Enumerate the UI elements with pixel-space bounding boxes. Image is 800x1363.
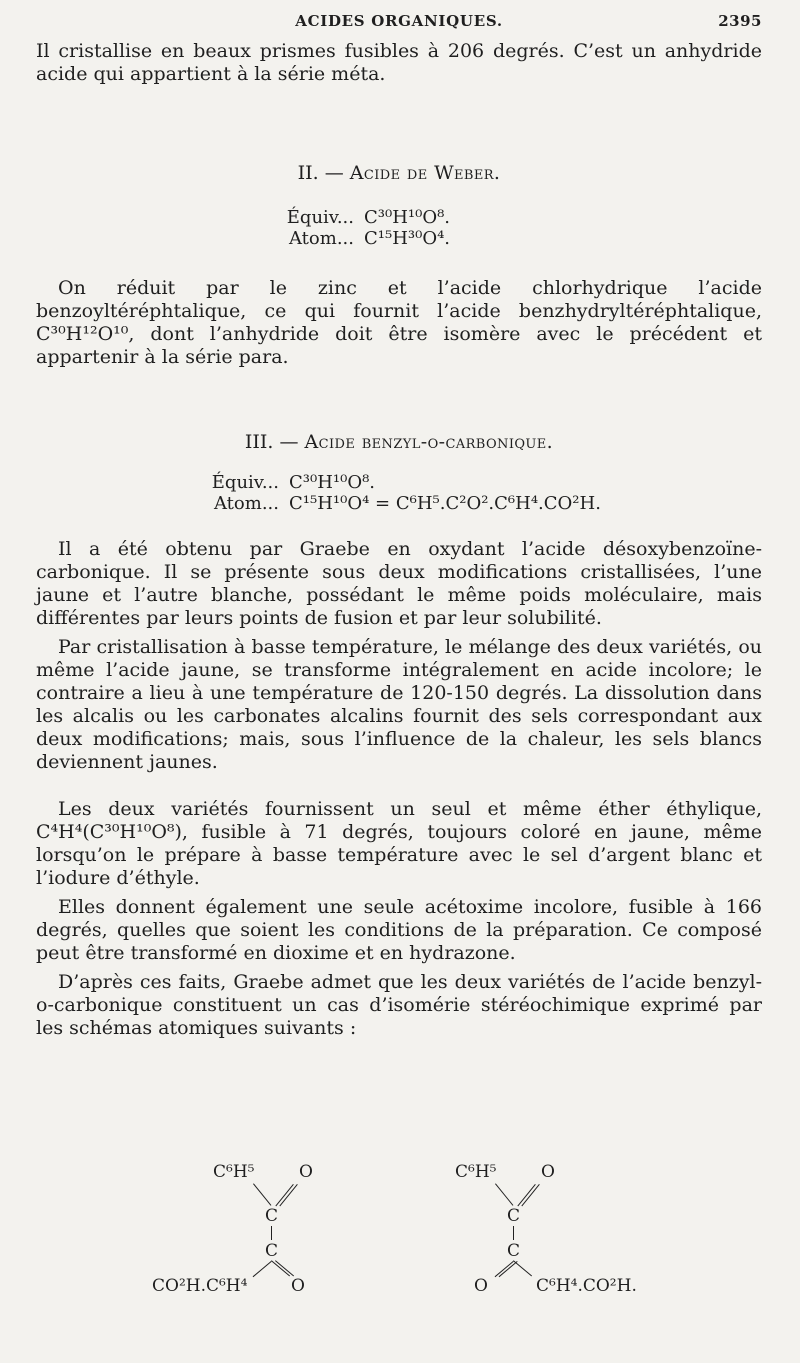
right-bond-top-left xyxy=(495,1183,513,1205)
paragraph-1: Il cristallise en beaux prismes fusibles à 206 degrés. C’est un anhydride acide qui appartient à la série méta. xyxy=(36,40,762,85)
header-title: ACIDES ORGANIQUES. xyxy=(295,12,503,30)
left-bottom-right-label: O xyxy=(291,1276,305,1296)
weber-equiv-line xyxy=(264,207,534,228)
benzyl-atom-label: Atom... xyxy=(214,493,279,514)
left-bond-top-right-1 xyxy=(275,1184,293,1206)
weber-atom-line xyxy=(264,228,534,249)
weber-atom-label: Atom... xyxy=(289,228,354,249)
section-3-title xyxy=(36,431,762,454)
benzyl-atom-line xyxy=(189,493,609,514)
spacer-3 xyxy=(36,249,762,277)
left-c1-label: C xyxy=(265,1206,279,1226)
left-bond-center xyxy=(271,1226,272,1240)
paragraph-5: Les deux variétés fournissent un seul et même éther éthylique, C⁴H⁴(C³⁰H¹⁰O⁸), fusible à 71 degrés, toujours coloré en jaune, même lorsqu’on le prépare à basse température avec le sel d’argent blanc et l’iodure d’éthyle. xyxy=(36,798,762,889)
right-bond-top-right-1 xyxy=(517,1184,535,1206)
spacer-1 xyxy=(36,92,762,162)
page-header xyxy=(36,12,762,36)
section-3-name: Acide benzyl-o-carbonique. xyxy=(304,431,554,453)
section-2-name: Acide de Weber. xyxy=(349,162,501,184)
paragraph-3: Il a été obtenu par Graebe en oxydant l’acide désoxybenzoïne-carbonique. Il se présente sous deux modifications cristallisées, l’une jaune et l’autre blanche, possédant le même poids moléculaire, mais différentes par leurs points de fusion et par leur solubilité. xyxy=(36,538,762,629)
weber-equiv-label: Équiv... xyxy=(286,207,354,228)
spacer-5 xyxy=(36,454,762,472)
section-2-title xyxy=(36,162,762,185)
left-bond-bottom-right-2 xyxy=(275,1260,294,1276)
right-bond-bottom-left-1 xyxy=(495,1261,514,1277)
right-c2-label: C xyxy=(507,1241,521,1261)
paragraph-4: Par cristallisation à basse température, le mélange des deux variétés, ou même l’acide jaune, se transforme intégralement en acide incolore; le contraire a lieu à une température de 120-150 degrés. La dissolution dans les alcalis ou les carbonates alcalins fournit des sels correspondant aux deux modifications; mais, sous l’influence de la chaleur, les sels blancs deviennent jaunes. xyxy=(36,636,762,773)
benzyl-equiv-formula: C³⁰H¹⁰O⁸. xyxy=(289,472,376,493)
right-bottom-left-label: O xyxy=(474,1276,488,1296)
left-bond-bottom-left xyxy=(253,1261,272,1277)
paragraph-7: D’après ces faits, Graebe admet que les deux variétés de l’acide benzyl-o-carbonique constituent un cas d’isomérie stéréochimique exprimé par les schémas atomiques suivants : xyxy=(36,971,762,1039)
left-top-right-label: O xyxy=(299,1162,313,1182)
benzyl-formula-block xyxy=(189,472,609,514)
benzyl-equiv-line xyxy=(189,472,609,493)
weber-equiv-formula: C³⁰H¹⁰O⁸. xyxy=(364,207,451,228)
left-c2-label: C xyxy=(265,1241,279,1261)
section-2-prefix: II. — xyxy=(297,162,344,184)
right-top-right-label: O xyxy=(541,1162,555,1182)
weber-formula-block xyxy=(264,207,534,249)
spacer-4 xyxy=(36,375,762,431)
spacer-6 xyxy=(36,514,762,538)
paragraph-6: Elles donnent également une seule acétoxime incolore, fusible à 166 degrés, quelles que soient les conditions de la préparation. Ce composé peut être transformé en dioxime et en hydrazone. xyxy=(36,896,762,964)
page-number: 2395 xyxy=(718,12,762,30)
stereochemical-schema xyxy=(0,1160,800,1310)
spacer-2 xyxy=(36,185,762,207)
benzyl-atom-formula: C¹⁵H¹⁰O⁴ = C⁶H⁵.C²O².C⁶H⁴.CO²H. xyxy=(289,493,601,514)
weber-atom-formula: C¹⁵H³⁰O⁴. xyxy=(364,228,451,249)
right-bond-center xyxy=(513,1226,514,1240)
left-bond-top-left xyxy=(253,1183,271,1205)
right-c1-label: C xyxy=(507,1206,521,1226)
right-bottom-right-label: C⁶H⁴.CO²H. xyxy=(536,1276,637,1296)
left-bottom-left-label: CO²H.C⁶H⁴ xyxy=(152,1276,248,1296)
spacer-7 xyxy=(36,780,762,798)
left-top-left-label: C⁶H⁵ xyxy=(213,1162,255,1182)
section-3-prefix: III. — xyxy=(244,431,299,453)
right-top-left-label: C⁶H⁵ xyxy=(455,1162,497,1182)
benzyl-equiv-label: Équiv... xyxy=(211,472,279,493)
left-bond-bottom-right-1 xyxy=(271,1260,290,1276)
paragraph-2: On réduit par le zinc et l’acide chlorhydrique l’acide benzoyltéréphtalique, ce qui fournit l’acide benzhydryltéréphtalique, C³⁰H¹²O¹⁰, dont l’anhydride doit être isomère avec le précédent et appartenir à la série para. xyxy=(36,277,762,368)
right-bond-bottom-right xyxy=(513,1260,532,1276)
